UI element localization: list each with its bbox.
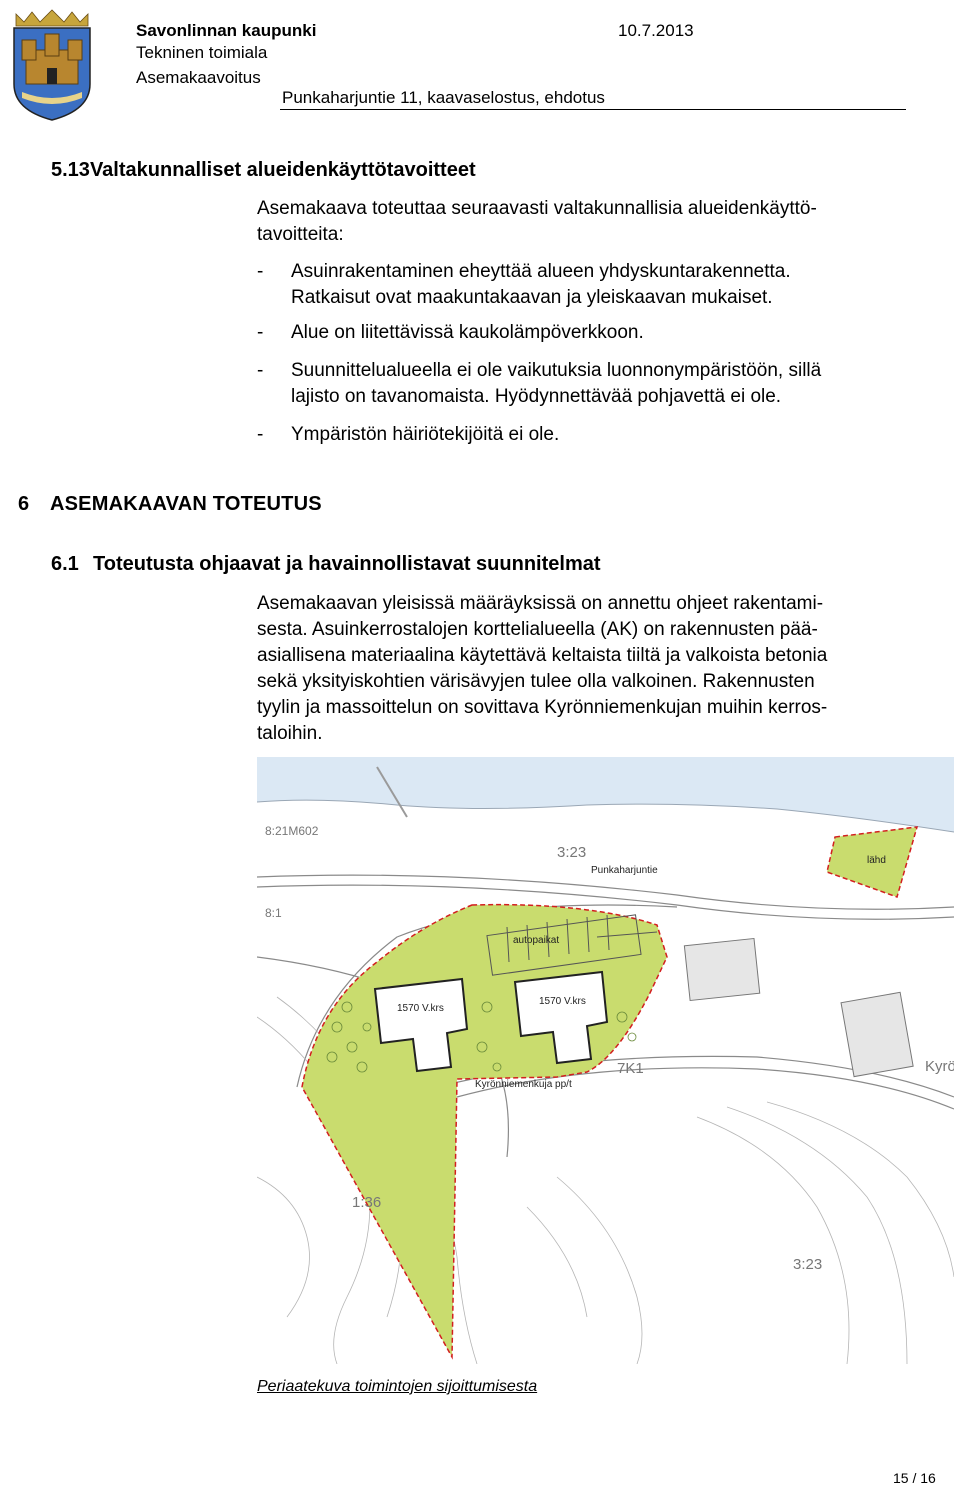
unit-name: Asemakaavoitus: [136, 68, 261, 87]
section-title: ASEMAKAAVAN TOTEUTUS: [50, 493, 322, 515]
map-label-small-lot: lähd: [867, 855, 886, 866]
document-title: Punkaharjuntie 11, kaavaselostus, ehdotus: [282, 88, 605, 107]
city-coat-of-arms-logo: [8, 6, 96, 124]
implementation-paragraph: [257, 591, 947, 747]
bullet-dash: -: [257, 261, 264, 282]
text-line: Ratkaisut ovat maakuntakaavan ja yleiskaavan mukaiset.: [291, 287, 773, 308]
text-line: Suunnittelualueella ei ole vaikutuksia luonnonympäristöön, sillä: [291, 360, 822, 381]
map-label-parcel-b: 8:1: [265, 906, 282, 920]
section-title: Valtakunnalliset alueidenkäyttötavoitteet: [89, 159, 476, 181]
text-line: sesta. Asuinkerrostalojen korttelialueella (AK) on rakennusten pää-: [257, 619, 818, 640]
text-line: Alue on liitettävissä kaukolämpöverkkoon.: [291, 322, 644, 343]
map-label-parking: autopaikat: [513, 935, 560, 946]
section-6-heading: [18, 493, 322, 516]
map-label-building-a: 1570 V.krs: [397, 1003, 444, 1014]
intro-paragraph: [257, 196, 817, 248]
section-5-13-heading: [51, 159, 476, 182]
text-line: lajisto on tavanomaista. Hyödynnettävää pohjavettä ei ole.: [291, 386, 782, 407]
section-title: Toteutusta ohjaavat ja havainnollistavat suunnitelmat: [93, 553, 601, 575]
map-label-road-south: Kyrönniemenkuja pp/t: [475, 1079, 572, 1090]
map-label-road-north: Punkaharjuntie: [591, 865, 658, 876]
section-number: 5.13: [51, 159, 90, 181]
map-label-lot-top: 3:23: [557, 844, 587, 861]
text-line: taloihin.: [257, 723, 323, 744]
bullet-dash: -: [257, 424, 264, 445]
document-date: 10.7.2013: [618, 21, 694, 40]
map-label-street-right: Kyrö: [925, 1058, 954, 1075]
page-number: 15 / 16: [893, 1470, 936, 1486]
site-plan-map: [257, 757, 954, 1364]
text-line: Ympäristön häiriötekijöitä ei ole.: [291, 424, 560, 445]
bullet-dash: -: [257, 322, 264, 343]
map-label-lot-left: 1:36: [352, 1194, 382, 1211]
text-line: Asemakaavan yleisissä määräyksissä on annettu ohjeet rakentami-: [257, 593, 824, 614]
text-line: Asuinrakentaminen eheyttää alueen yhdyskuntarakennetta.: [291, 261, 791, 282]
section-6-1-heading: [51, 553, 601, 576]
organization-name: Savonlinnan kaupunki: [136, 21, 317, 40]
bullet-dash: -: [257, 360, 264, 381]
text-line: asiallisena materiaalina käytettävä keltaista tiiltä ja valkoista betonia: [257, 645, 828, 666]
text-line: tyylin ja massoittelun on sovittava Kyrönniemenkujan muihin kerros-: [257, 697, 828, 718]
map-label-lot-bottom: 3:23: [793, 1256, 823, 1273]
map-label-block: 7K1: [617, 1060, 644, 1077]
map-label-parcel-a: 8:21M602: [265, 824, 319, 838]
header-rule: [280, 109, 906, 110]
text-line: Asemakaava toteuttaa seuraavasti valtakunnallisia alueidenkäyttö-: [257, 198, 817, 219]
section-number: 6: [18, 493, 30, 515]
text-line: sekä yksityiskohtien värisävyjen tulee olla valkoinen. Rakennusten: [257, 671, 815, 692]
map-label-building-b: 1570 V.krs: [539, 996, 586, 1007]
section-number: 6.1: [51, 553, 79, 575]
department-name: Tekninen toimiala: [136, 43, 268, 62]
figure-caption: Periaatekuva toimintojen sijoittumisesta: [257, 1378, 538, 1395]
text-line: tavoitteita:: [257, 224, 344, 245]
